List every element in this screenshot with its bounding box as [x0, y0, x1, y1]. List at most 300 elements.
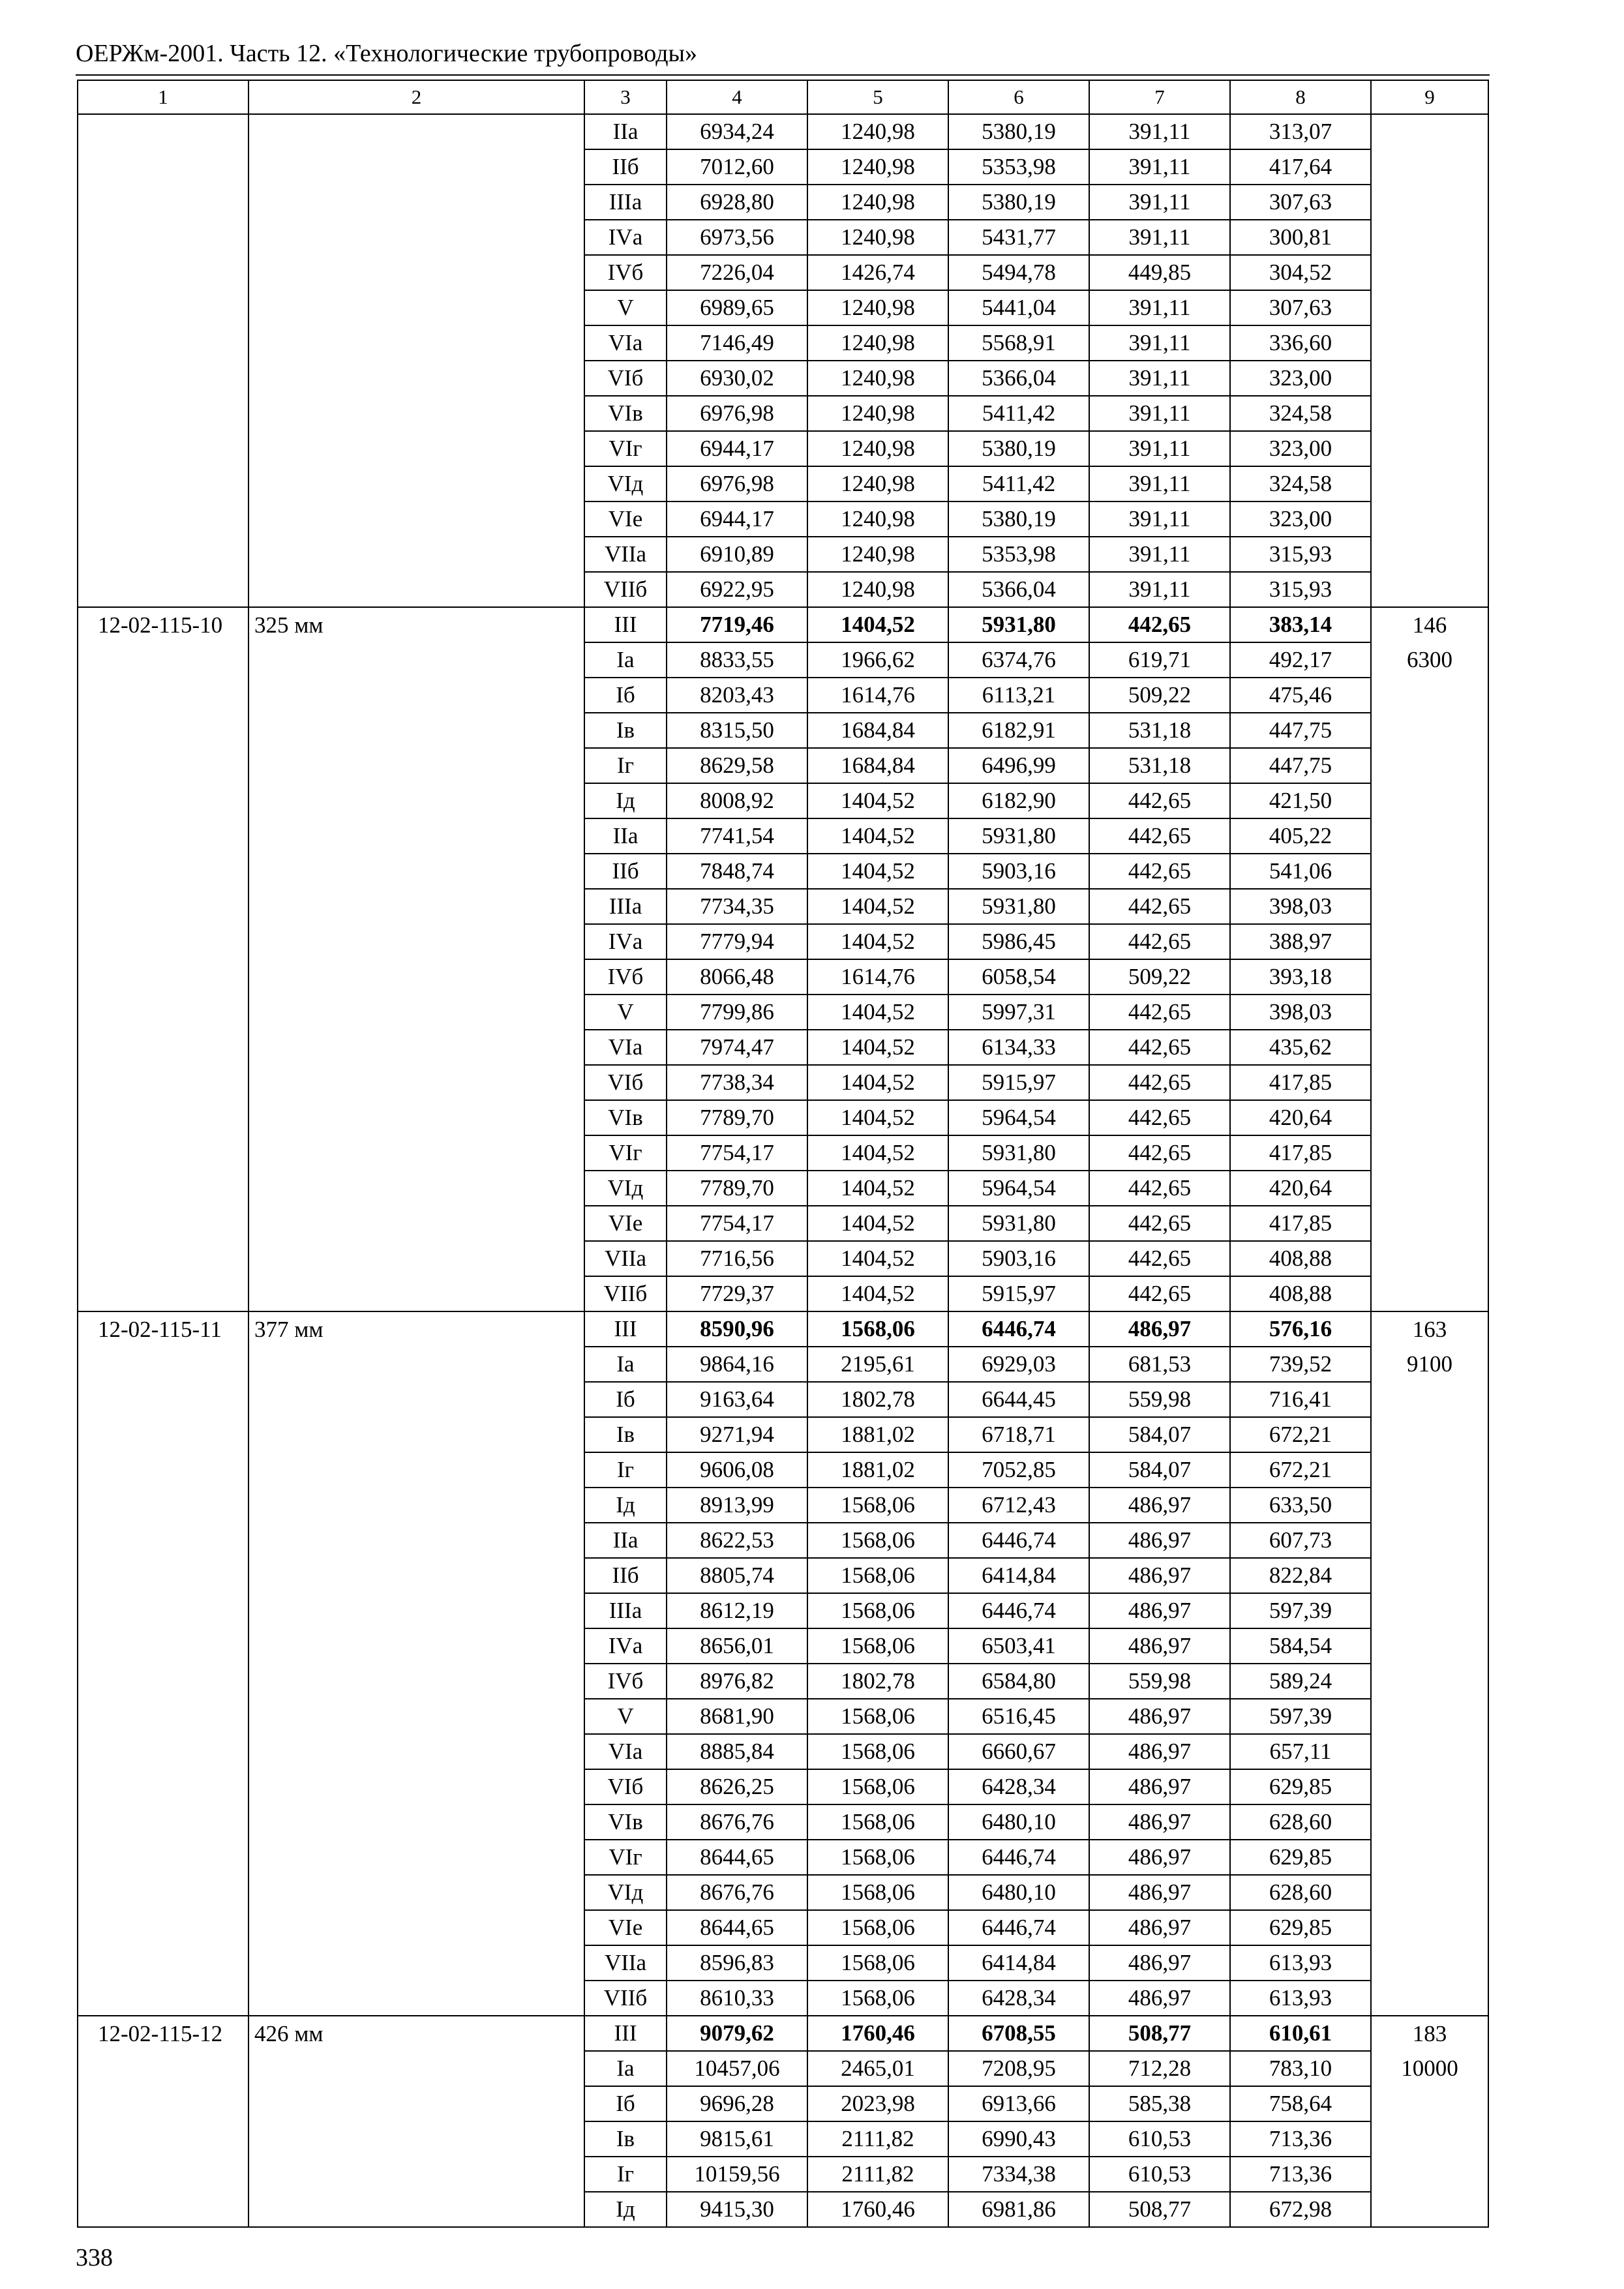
wages-cell: 1240,98	[807, 501, 948, 537]
resource-code-cell	[78, 1347, 248, 1382]
materials-cell: 589,24	[1230, 1664, 1371, 1699]
column-9-cell	[1371, 1452, 1488, 1488]
resource-code-cell	[78, 783, 248, 818]
resource-code-cell	[78, 1241, 248, 1276]
zone-cell: VIе	[584, 1206, 667, 1241]
materials-cell: 313,07	[1230, 114, 1371, 149]
zone-cell: III	[584, 1311, 667, 1347]
zone-cell: III	[584, 2016, 667, 2051]
drivers-wages-cell: 442,65	[1089, 854, 1230, 889]
resource-code-cell	[78, 1664, 248, 1699]
total-cost-cell: 6989,65	[667, 290, 807, 325]
drivers-wages-cell: 531,18	[1089, 748, 1230, 783]
zone-cell: VIд	[584, 1875, 667, 1910]
machines-cell: 6584,80	[948, 1664, 1089, 1699]
resource-code-cell	[78, 2157, 248, 2192]
resource-code-cell	[78, 361, 248, 396]
wages-cell: 1240,98	[807, 185, 948, 220]
table-row	[78, 501, 1488, 537]
diameter-cell	[248, 889, 584, 924]
column-9-cell	[1371, 572, 1488, 607]
column-9-cell	[1371, 1593, 1488, 1628]
resource-code-cell	[78, 1030, 248, 1065]
wages-cell: 1404,52	[807, 1135, 948, 1171]
drivers-wages-cell: 391,11	[1089, 185, 1230, 220]
resource-code-cell: 12-02-115-10	[78, 607, 248, 642]
zone-cell: VIе	[584, 501, 667, 537]
table-row	[78, 431, 1488, 466]
resource-code-cell	[78, 1558, 248, 1593]
materials-cell: 420,64	[1230, 1100, 1371, 1135]
zone-cell: VIIа	[584, 1241, 667, 1276]
diameter-cell	[248, 1664, 584, 1699]
drivers-wages-cell: 391,11	[1089, 149, 1230, 185]
materials-cell: 420,64	[1230, 1171, 1371, 1206]
materials-cell: 633,50	[1230, 1488, 1371, 1523]
diameter-cell	[248, 2157, 584, 2192]
wages-cell: 1614,76	[807, 959, 948, 995]
column-9-cell	[1371, 1875, 1488, 1910]
machines-cell: 6446,74	[948, 1840, 1089, 1875]
diameter-cell	[248, 185, 584, 220]
column-9-cell	[1371, 2086, 1488, 2121]
table-row	[78, 1981, 1488, 2016]
machines-cell: 6428,34	[948, 1769, 1089, 1804]
resource-code-cell	[78, 1523, 248, 1558]
total-cost-cell: 8612,19	[667, 1593, 807, 1628]
wages-cell: 1568,06	[807, 1593, 948, 1628]
wages-cell: 1568,06	[807, 1311, 948, 1347]
machines-cell: 7208,95	[948, 2051, 1089, 2086]
materials-cell: 408,88	[1230, 1276, 1371, 1311]
total-cost-cell: 7754,17	[667, 1135, 807, 1171]
drivers-wages-cell: 681,53	[1089, 1347, 1230, 1382]
machines-cell: 5931,80	[948, 1135, 1089, 1171]
column-9-cell	[1371, 1769, 1488, 1804]
total-cost-cell: 9271,94	[667, 1417, 807, 1452]
materials-cell: 417,64	[1230, 149, 1371, 185]
resource-code-cell	[78, 1135, 248, 1171]
drivers-wages-cell: 391,11	[1089, 361, 1230, 396]
column-9-cell	[1371, 1664, 1488, 1699]
wages-cell: 1684,84	[807, 713, 948, 748]
zone-cell: Iб	[584, 678, 667, 713]
resource-code-cell	[78, 1734, 248, 1769]
drivers-wages-cell: 442,65	[1089, 1100, 1230, 1135]
zone-cell: VIIб	[584, 1276, 667, 1311]
wages-cell: 1404,52	[807, 889, 948, 924]
column-9-cell: 10000	[1371, 2051, 1488, 2086]
diameter-cell	[248, 1558, 584, 1593]
materials-cell: 447,75	[1230, 713, 1371, 748]
drivers-wages-cell: 391,11	[1089, 501, 1230, 537]
wages-cell: 1404,52	[807, 995, 948, 1030]
total-cost-cell: 7012,60	[667, 149, 807, 185]
materials-cell: 475,46	[1230, 678, 1371, 713]
materials-cell: 315,93	[1230, 537, 1371, 572]
zone-cell: IIб	[584, 1558, 667, 1593]
machines-cell: 6480,10	[948, 1804, 1089, 1840]
total-cost-cell: 8610,33	[667, 1981, 807, 2016]
drivers-wages-cell: 610,53	[1089, 2157, 1230, 2192]
zone-cell: VIд	[584, 466, 667, 501]
diameter-cell	[248, 2051, 584, 2086]
materials-cell: 323,00	[1230, 431, 1371, 466]
total-cost-cell: 8596,83	[667, 1945, 807, 1981]
column-9-cell	[1371, 959, 1488, 995]
machines-cell: 6374,76	[948, 642, 1089, 678]
drivers-wages-cell: 442,65	[1089, 1206, 1230, 1241]
diameter-cell	[248, 220, 584, 255]
wages-cell: 1568,06	[807, 1840, 948, 1875]
materials-cell: 307,63	[1230, 290, 1371, 325]
zone-cell: VIб	[584, 1065, 667, 1100]
table-row	[78, 2192, 1488, 2227]
materials-cell: 672,21	[1230, 1417, 1371, 1452]
materials-cell: 388,97	[1230, 924, 1371, 959]
table-row	[78, 678, 1488, 713]
total-cost-cell: 7734,35	[667, 889, 807, 924]
diameter-cell	[248, 1628, 584, 1664]
wages-cell: 1404,52	[807, 1100, 948, 1135]
wages-cell: 1684,84	[807, 748, 948, 783]
machines-cell: 7334,38	[948, 2157, 1089, 2192]
total-cost-cell: 7789,70	[667, 1100, 807, 1135]
drivers-wages-cell: 610,53	[1089, 2121, 1230, 2157]
drivers-wages-cell: 442,65	[1089, 1276, 1230, 1311]
materials-cell: 323,00	[1230, 501, 1371, 537]
zone-cell: IIб	[584, 854, 667, 889]
resource-code-cell	[78, 1452, 248, 1488]
drivers-wages-cell: 442,65	[1089, 1030, 1230, 1065]
resource-code-cell	[78, 290, 248, 325]
materials-cell: 758,64	[1230, 2086, 1371, 2121]
table-row	[78, 1488, 1488, 1523]
column-9-cell: 183	[1371, 2016, 1488, 2051]
resource-code-cell	[78, 2192, 248, 2227]
column-9-cell	[1371, 431, 1488, 466]
table-body	[78, 80, 1488, 2227]
diameter-cell	[248, 1945, 584, 1981]
resource-code-cell	[78, 149, 248, 185]
total-cost-cell: 9864,16	[667, 1347, 807, 1382]
machines-cell: 5494,78	[948, 255, 1089, 290]
materials-cell: 323,00	[1230, 361, 1371, 396]
diameter-cell	[248, 501, 584, 537]
total-cost-cell: 9079,62	[667, 2016, 807, 2051]
column-number: 9	[1371, 80, 1488, 114]
table-row	[78, 466, 1488, 501]
table-row	[78, 1417, 1488, 1452]
zone-cell: VIв	[584, 1804, 667, 1840]
materials-cell: 672,98	[1230, 2192, 1371, 2227]
zone-cell: VIIа	[584, 1945, 667, 1981]
machines-cell: 5931,80	[948, 818, 1089, 854]
zone-cell: IIIа	[584, 185, 667, 220]
total-cost-cell: 6976,98	[667, 396, 807, 431]
column-number: 8	[1230, 80, 1371, 114]
zone-cell: Iг	[584, 1452, 667, 1488]
column-9-cell	[1371, 1171, 1488, 1206]
resource-code-cell	[78, 818, 248, 854]
drivers-wages-cell: 559,98	[1089, 1382, 1230, 1417]
zone-cell: VIа	[584, 1734, 667, 1769]
materials-cell: 417,85	[1230, 1206, 1371, 1241]
total-cost-cell: 8913,99	[667, 1488, 807, 1523]
column-9-cell	[1371, 1276, 1488, 1311]
column-9-cell	[1371, 1100, 1488, 1135]
column-9-cell	[1371, 1523, 1488, 1558]
drivers-wages-cell: 486,97	[1089, 1311, 1230, 1347]
drivers-wages-cell: 508,77	[1089, 2016, 1230, 2051]
column-9-cell	[1371, 325, 1488, 361]
zone-cell: Iв	[584, 713, 667, 748]
machines-cell: 5903,16	[948, 854, 1089, 889]
total-cost-cell: 8066,48	[667, 959, 807, 995]
resource-code-cell	[78, 2086, 248, 2121]
resource-code-cell	[78, 2121, 248, 2157]
column-number: 5	[807, 80, 948, 114]
machines-cell: 5931,80	[948, 889, 1089, 924]
zone-cell: IVб	[584, 1664, 667, 1699]
resource-code-cell	[78, 185, 248, 220]
materials-cell: 315,93	[1230, 572, 1371, 607]
materials-cell: 613,93	[1230, 1945, 1371, 1981]
machines-cell: 6182,90	[948, 783, 1089, 818]
total-cost-cell: 8590,96	[667, 1311, 807, 1347]
table-row	[78, 642, 1488, 678]
column-9-cell	[1371, 1206, 1488, 1241]
column-9-cell	[1371, 1840, 1488, 1875]
machines-cell: 5353,98	[948, 537, 1089, 572]
zone-cell: IIа	[584, 114, 667, 149]
wages-cell: 2023,98	[807, 2086, 948, 2121]
resource-code-cell	[78, 995, 248, 1030]
table-row	[78, 2016, 1488, 2051]
resource-code-cell	[78, 1875, 248, 1910]
diameter-cell	[248, 431, 584, 466]
column-9-cell	[1371, 2157, 1488, 2192]
drivers-wages-cell: 486,97	[1089, 1488, 1230, 1523]
materials-cell: 657,11	[1230, 1734, 1371, 1769]
materials-cell: 597,39	[1230, 1593, 1371, 1628]
column-9-cell: 9100	[1371, 1347, 1488, 1382]
zone-cell: VIIб	[584, 572, 667, 607]
materials-cell: 541,06	[1230, 854, 1371, 889]
total-cost-cell: 8681,90	[667, 1699, 807, 1734]
table-row	[78, 1311, 1488, 1347]
table-row	[78, 1840, 1488, 1875]
drivers-wages-cell: 391,11	[1089, 290, 1230, 325]
diameter-cell	[248, 1523, 584, 1558]
materials-cell: 739,52	[1230, 1347, 1371, 1382]
wages-cell: 1404,52	[807, 818, 948, 854]
wages-cell: 1404,52	[807, 1171, 948, 1206]
column-9-cell	[1371, 2192, 1488, 2227]
zone-cell: VIб	[584, 361, 667, 396]
zone-cell: VIа	[584, 325, 667, 361]
column-9-cell	[1371, 1945, 1488, 1981]
table-row	[78, 1593, 1488, 1628]
machines-cell: 6446,74	[948, 1311, 1089, 1347]
total-cost-cell: 8203,43	[667, 678, 807, 713]
machines-cell: 6660,67	[948, 1734, 1089, 1769]
drivers-wages-cell: 391,11	[1089, 396, 1230, 431]
machines-cell: 6718,71	[948, 1417, 1089, 1452]
diameter-cell	[248, 572, 584, 607]
wages-cell: 1240,98	[807, 431, 948, 466]
column-number: 7	[1089, 80, 1230, 114]
resource-code-cell	[78, 678, 248, 713]
machines-cell: 5380,19	[948, 114, 1089, 149]
wages-cell: 1568,06	[807, 1945, 948, 1981]
zone-cell: VIв	[584, 396, 667, 431]
wages-cell: 1568,06	[807, 1699, 948, 1734]
drivers-wages-cell: 442,65	[1089, 783, 1230, 818]
machines-cell: 5568,91	[948, 325, 1089, 361]
diameter-cell	[248, 748, 584, 783]
zone-cell: Iб	[584, 1382, 667, 1417]
wages-cell: 1568,06	[807, 1769, 948, 1804]
machines-cell: 6113,21	[948, 678, 1089, 713]
wages-cell: 1568,06	[807, 1734, 948, 1769]
materials-cell: 672,21	[1230, 1452, 1371, 1488]
zone-cell: IIа	[584, 818, 667, 854]
machines-cell: 5441,04	[948, 290, 1089, 325]
wages-cell: 1240,98	[807, 572, 948, 607]
zone-cell: IVб	[584, 255, 667, 290]
total-cost-cell: 7848,74	[667, 854, 807, 889]
resource-code-cell	[78, 220, 248, 255]
resource-code-cell	[78, 1804, 248, 1840]
diameter-cell	[248, 642, 584, 678]
drivers-wages-cell: 391,11	[1089, 431, 1230, 466]
table-row	[78, 2157, 1488, 2192]
wages-cell: 1240,98	[807, 290, 948, 325]
wages-cell: 1881,02	[807, 1417, 948, 1452]
materials-cell: 628,60	[1230, 1875, 1371, 1910]
column-9-cell	[1371, 783, 1488, 818]
drivers-wages-cell: 486,97	[1089, 1593, 1230, 1628]
total-cost-cell: 7974,47	[667, 1030, 807, 1065]
total-cost-cell: 8976,82	[667, 1664, 807, 1699]
diameter-cell	[248, 1981, 584, 2016]
materials-cell: 822,84	[1230, 1558, 1371, 1593]
column-9-cell	[1371, 1910, 1488, 1945]
materials-cell: 398,03	[1230, 889, 1371, 924]
diameter-cell	[248, 1488, 584, 1523]
machines-cell: 5915,97	[948, 1276, 1089, 1311]
diameter-cell	[248, 1030, 584, 1065]
wages-cell: 1240,98	[807, 537, 948, 572]
zone-cell: VIг	[584, 1135, 667, 1171]
wages-cell: 1568,06	[807, 1488, 948, 1523]
column-9-cell	[1371, 1417, 1488, 1452]
column-9-cell	[1371, 1558, 1488, 1593]
table-row	[78, 1347, 1488, 1382]
table-row	[78, 713, 1488, 748]
drivers-wages-cell: 442,65	[1089, 1065, 1230, 1100]
resource-code-cell	[78, 1628, 248, 1664]
zone-cell: Iа	[584, 1347, 667, 1382]
diameter-cell	[248, 959, 584, 995]
total-cost-cell: 7741,54	[667, 818, 807, 854]
wages-cell: 1568,06	[807, 1523, 948, 1558]
wages-cell: 1614,76	[807, 678, 948, 713]
drivers-wages-cell: 391,11	[1089, 220, 1230, 255]
zone-cell: IVб	[584, 959, 667, 995]
table-row	[78, 1135, 1488, 1171]
wages-cell: 1240,98	[807, 396, 948, 431]
wages-cell: 1760,46	[807, 2016, 948, 2051]
table-row	[78, 1875, 1488, 1910]
diameter-cell	[248, 854, 584, 889]
column-9-cell	[1371, 1065, 1488, 1100]
diameter-cell	[248, 1804, 584, 1840]
column-9-cell	[1371, 1030, 1488, 1065]
machines-cell: 6708,55	[948, 2016, 1089, 2051]
machines-cell: 5366,04	[948, 572, 1089, 607]
resource-code-cell	[78, 1171, 248, 1206]
drivers-wages-cell: 486,97	[1089, 1875, 1230, 1910]
drivers-wages-cell: 391,11	[1089, 572, 1230, 607]
drivers-wages-cell: 391,11	[1089, 325, 1230, 361]
materials-cell: 405,22	[1230, 818, 1371, 854]
diameter-cell	[248, 1241, 584, 1276]
diameter-cell: 377 мм	[248, 1311, 584, 1347]
table-row	[78, 818, 1488, 854]
materials-cell: 629,85	[1230, 1840, 1371, 1875]
resource-code-cell: 12-02-115-12	[78, 2016, 248, 2051]
diameter-cell	[248, 818, 584, 854]
column-9-cell	[1371, 1628, 1488, 1664]
column-9-cell	[1371, 748, 1488, 783]
materials-cell: 304,52	[1230, 255, 1371, 290]
drivers-wages-cell: 442,65	[1089, 607, 1230, 642]
machines-cell: 5353,98	[948, 149, 1089, 185]
column-number: 2	[248, 80, 584, 114]
column-9-cell	[1371, 1804, 1488, 1840]
column-9-cell	[1371, 818, 1488, 854]
total-cost-cell: 9606,08	[667, 1452, 807, 1488]
zone-cell: Iв	[584, 1417, 667, 1452]
machines-cell: 6058,54	[948, 959, 1089, 995]
wages-cell: 1240,98	[807, 149, 948, 185]
table-row	[78, 1100, 1488, 1135]
table-row	[78, 1523, 1488, 1558]
machines-cell: 6990,43	[948, 2121, 1089, 2157]
resource-code-cell	[78, 396, 248, 431]
resource-code-cell	[78, 924, 248, 959]
wages-cell: 1404,52	[807, 607, 948, 642]
materials-cell: 324,58	[1230, 396, 1371, 431]
machines-cell: 6516,45	[948, 1699, 1089, 1734]
materials-cell: 576,16	[1230, 1311, 1371, 1347]
drivers-wages-cell: 486,97	[1089, 1769, 1230, 1804]
diameter-cell	[248, 1417, 584, 1452]
wages-cell: 1404,52	[807, 854, 948, 889]
table-row	[78, 1206, 1488, 1241]
table-row	[78, 607, 1488, 642]
zone-cell: VIа	[584, 1030, 667, 1065]
materials-cell: 324,58	[1230, 466, 1371, 501]
total-cost-cell: 8885,84	[667, 1734, 807, 1769]
drivers-wages-cell: 712,28	[1089, 2051, 1230, 2086]
diameter-cell	[248, 1593, 584, 1628]
materials-cell: 307,63	[1230, 185, 1371, 220]
zone-cell: VIIб	[584, 1981, 667, 2016]
materials-cell: 447,75	[1230, 748, 1371, 783]
